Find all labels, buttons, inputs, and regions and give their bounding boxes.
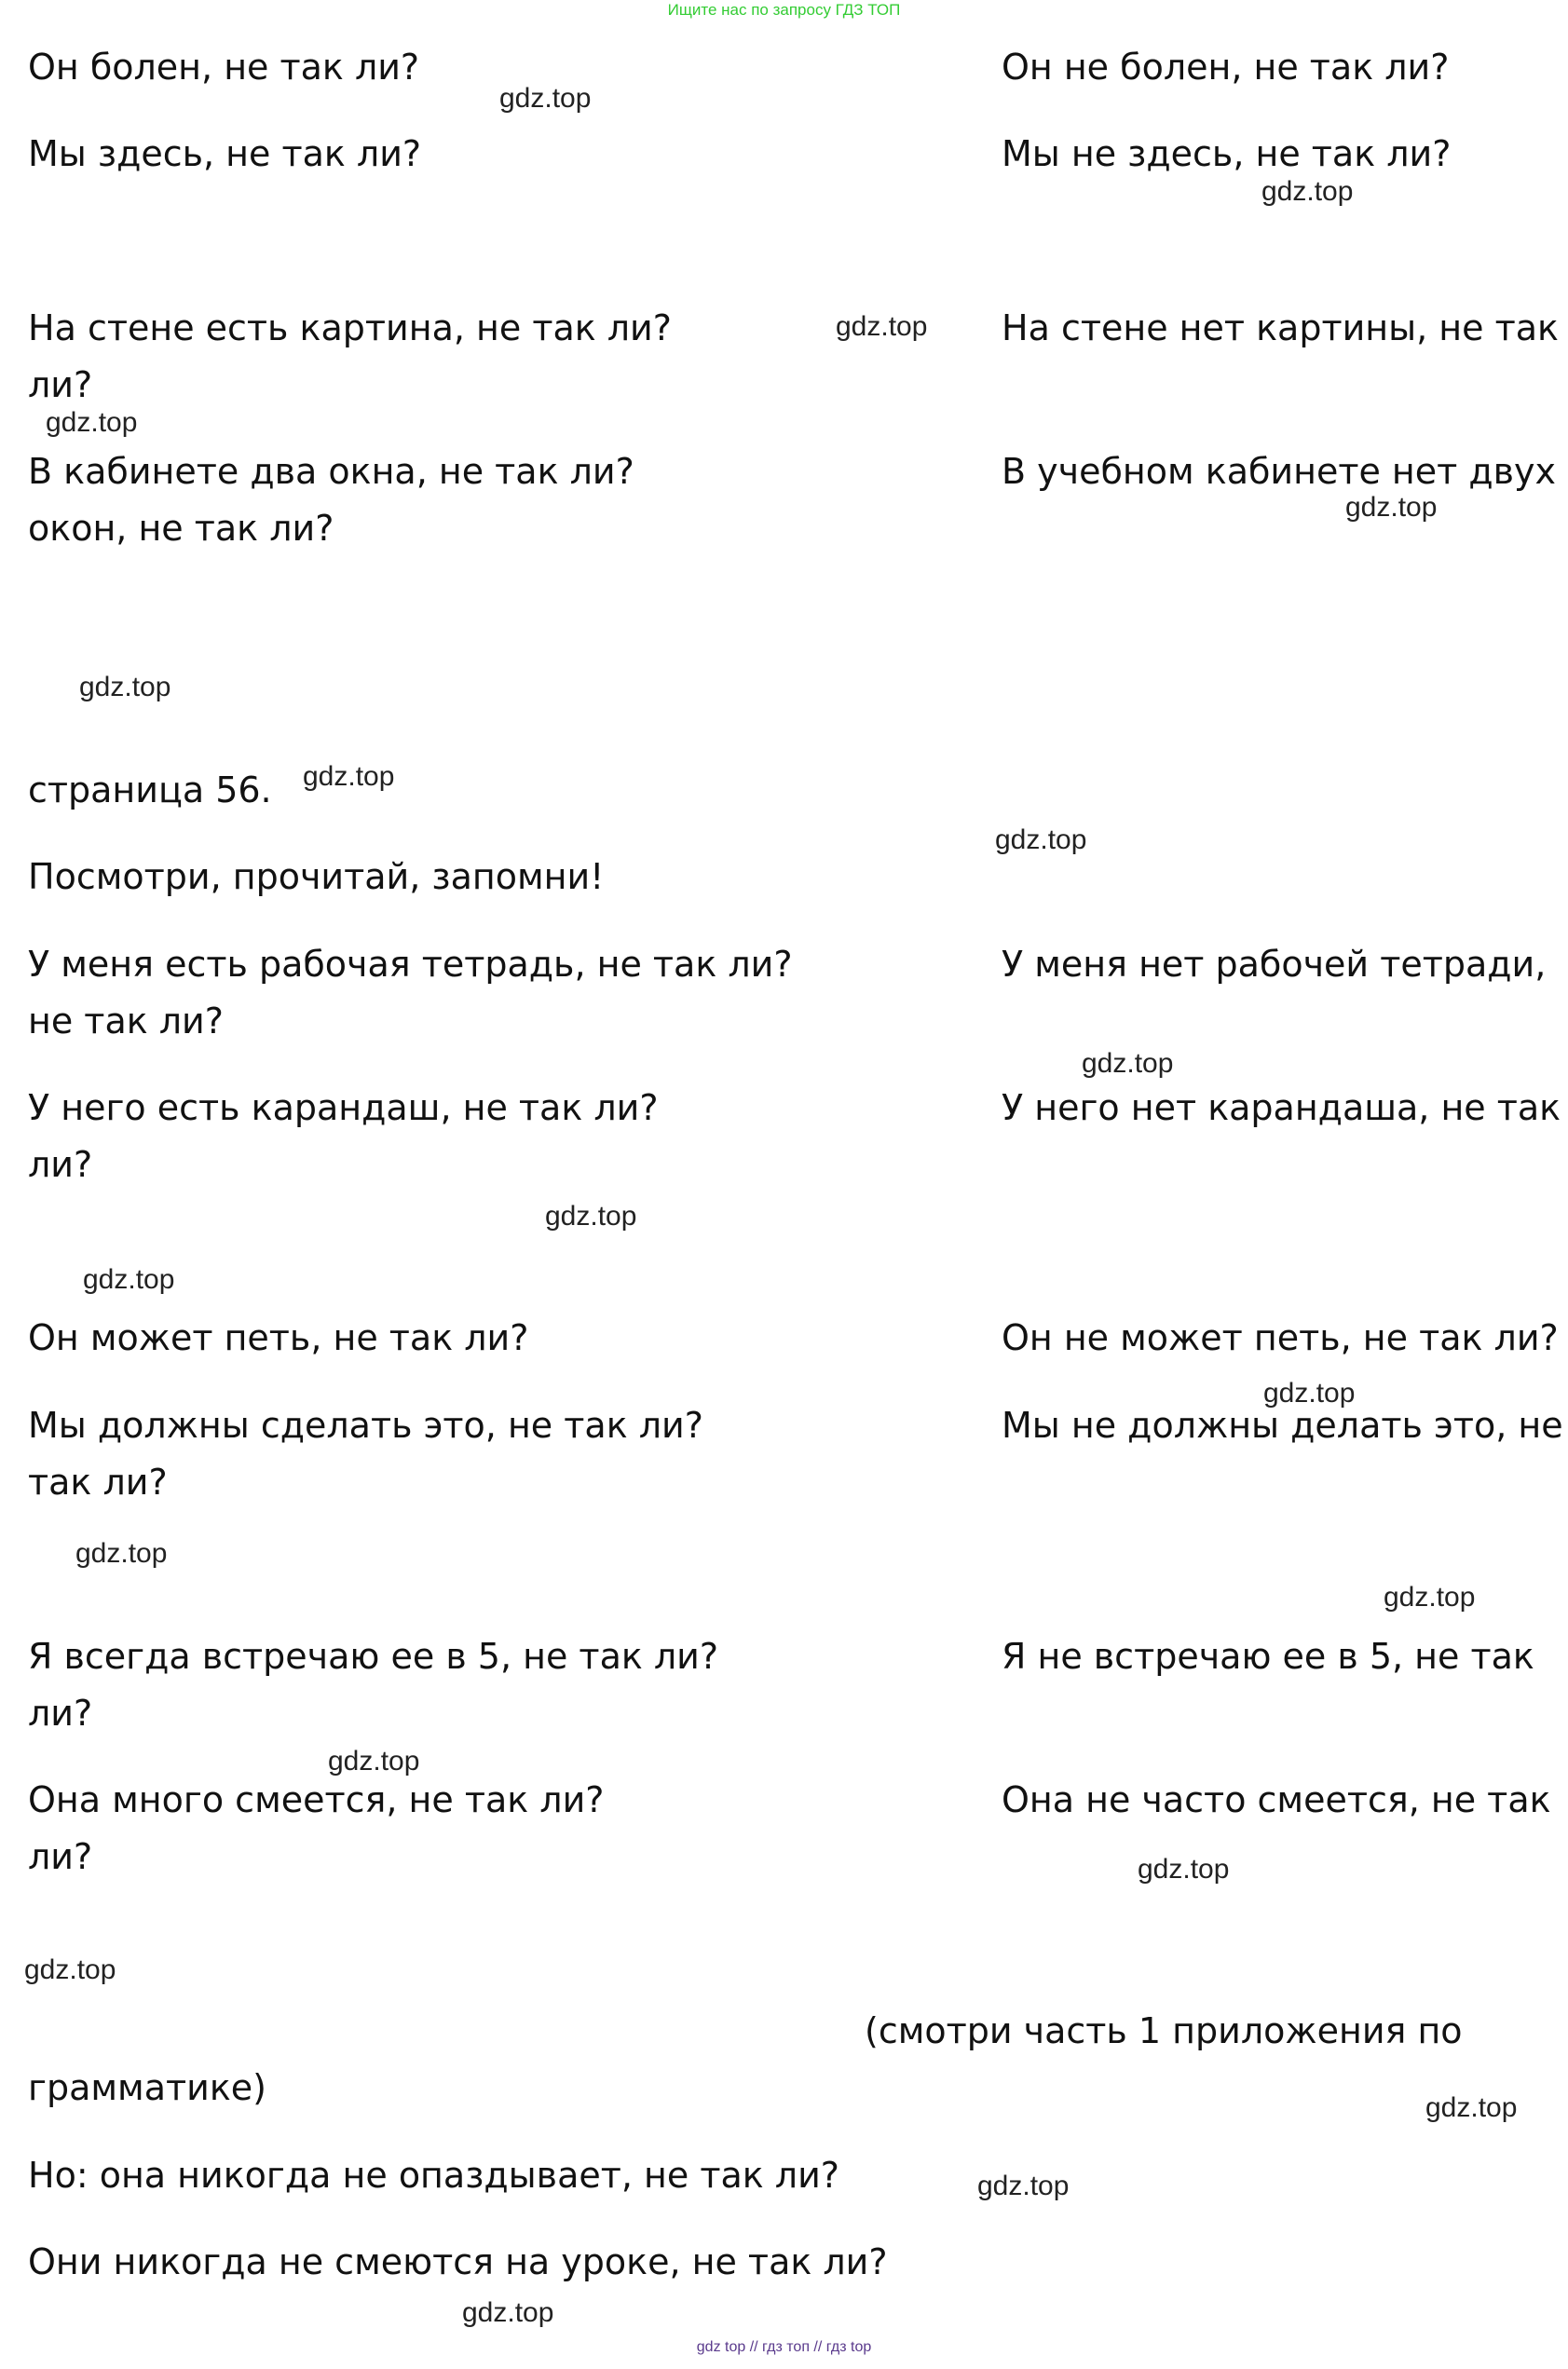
line-left-2: Мы здесь, не так ли?	[28, 133, 422, 174]
watermark: gdz.top	[46, 407, 138, 438]
watermark: gdz.top	[75, 1538, 168, 1569]
line-left-10: Она много смеется, не так ли?	[28, 1779, 605, 1820]
grammar-note-cont: грамматике)	[28, 2067, 266, 2108]
line-left-7: Он может петь, не так ли?	[28, 1317, 529, 1358]
line-left-9: Я всегда встречаю ее в 5, не так ли?	[28, 1636, 719, 1677]
line-right-7: Он не может петь, не так ли?	[1002, 1317, 1559, 1358]
line-right-1: Он не болен, не так ли?	[1002, 47, 1450, 88]
line-left-1: Он болен, не так ли?	[28, 47, 420, 88]
line-left-8: Мы должны сделать это, не так ли?	[28, 1405, 703, 1446]
watermark: gdz.top	[462, 2297, 554, 2328]
top-banner[interactable]: Ищите нас по запросу ГДЗ ТОП	[667, 1, 901, 19]
watermark: gdz.top	[24, 1954, 116, 1985]
watermark: gdz.top	[1345, 492, 1438, 523]
watermark: gdz.top	[977, 2171, 1070, 2201]
line-right-5: У меня нет рабочей тетради,	[1002, 944, 1547, 985]
watermark: gdz.top	[1384, 1582, 1476, 1613]
line-left-5: У меня есть рабочая тетрадь, не так ли?	[28, 944, 793, 985]
watermark: gdz.top	[545, 1201, 637, 1232]
line-left-5-cont: не так ли?	[28, 1001, 224, 1042]
line-right-10: Она не часто смеется, не так	[1002, 1779, 1551, 1820]
line-left-4: В кабинете два окна, не так ли?	[28, 451, 634, 492]
line-right-3: На стене нет картины, не так	[1002, 307, 1559, 348]
watermark: gdz.top	[83, 1264, 175, 1295]
grammar-note: (смотри часть 1 приложения по	[865, 2010, 1463, 2051]
watermark: gdz.top	[1261, 176, 1354, 207]
line-right-9: Я не встречаю ее в 5, не так	[1002, 1636, 1534, 1677]
line-left-11: Но: она никогда не опаздывает, не так ли?	[28, 2155, 839, 2196]
line-left-4-cont: окон, не так ли?	[28, 508, 334, 549]
line-left-6-cont: ли?	[28, 1144, 93, 1185]
watermark: gdz.top	[836, 311, 928, 342]
line-left-8-cont: так ли?	[28, 1462, 168, 1503]
line-left-9-cont: ли?	[28, 1693, 93, 1734]
line-right-2: Мы не здесь, не так ли?	[1002, 133, 1452, 174]
line-left-6: У него есть карандаш, не так ли?	[28, 1087, 659, 1128]
section-heading: Посмотри, прочитай, запомни!	[28, 856, 605, 897]
watermark: gdz.top	[328, 1746, 420, 1777]
watermark: gdz.top	[1082, 1048, 1174, 1079]
watermark: gdz.top	[303, 761, 395, 792]
page-number: страница 56.	[28, 769, 272, 810]
footer-links[interactable]: gdz top // гдз топ // гдз top	[696, 2339, 872, 2355]
line-left-3-cont: ли?	[28, 364, 93, 405]
watermark: gdz.top	[79, 672, 171, 702]
line-right-8: Мы не должны делать это, не	[1002, 1405, 1563, 1446]
watermark: gdz.top	[995, 824, 1087, 855]
watermark: gdz.top	[499, 83, 592, 114]
watermark: gdz.top	[1138, 1854, 1230, 1885]
line-right-4: В учебном кабинете нет двух	[1002, 451, 1557, 492]
line-left-3: На стене есть картина, не так ли?	[28, 307, 672, 348]
watermark: gdz.top	[1425, 2092, 1518, 2123]
watermark: gdz.top	[1263, 1378, 1356, 1409]
line-left-10-cont: ли?	[28, 1836, 93, 1877]
line-left-12: Они никогда не смеются на уроке, не так ли?	[28, 2241, 888, 2282]
line-right-6: У него нет карандаша, не так	[1002, 1087, 1561, 1128]
